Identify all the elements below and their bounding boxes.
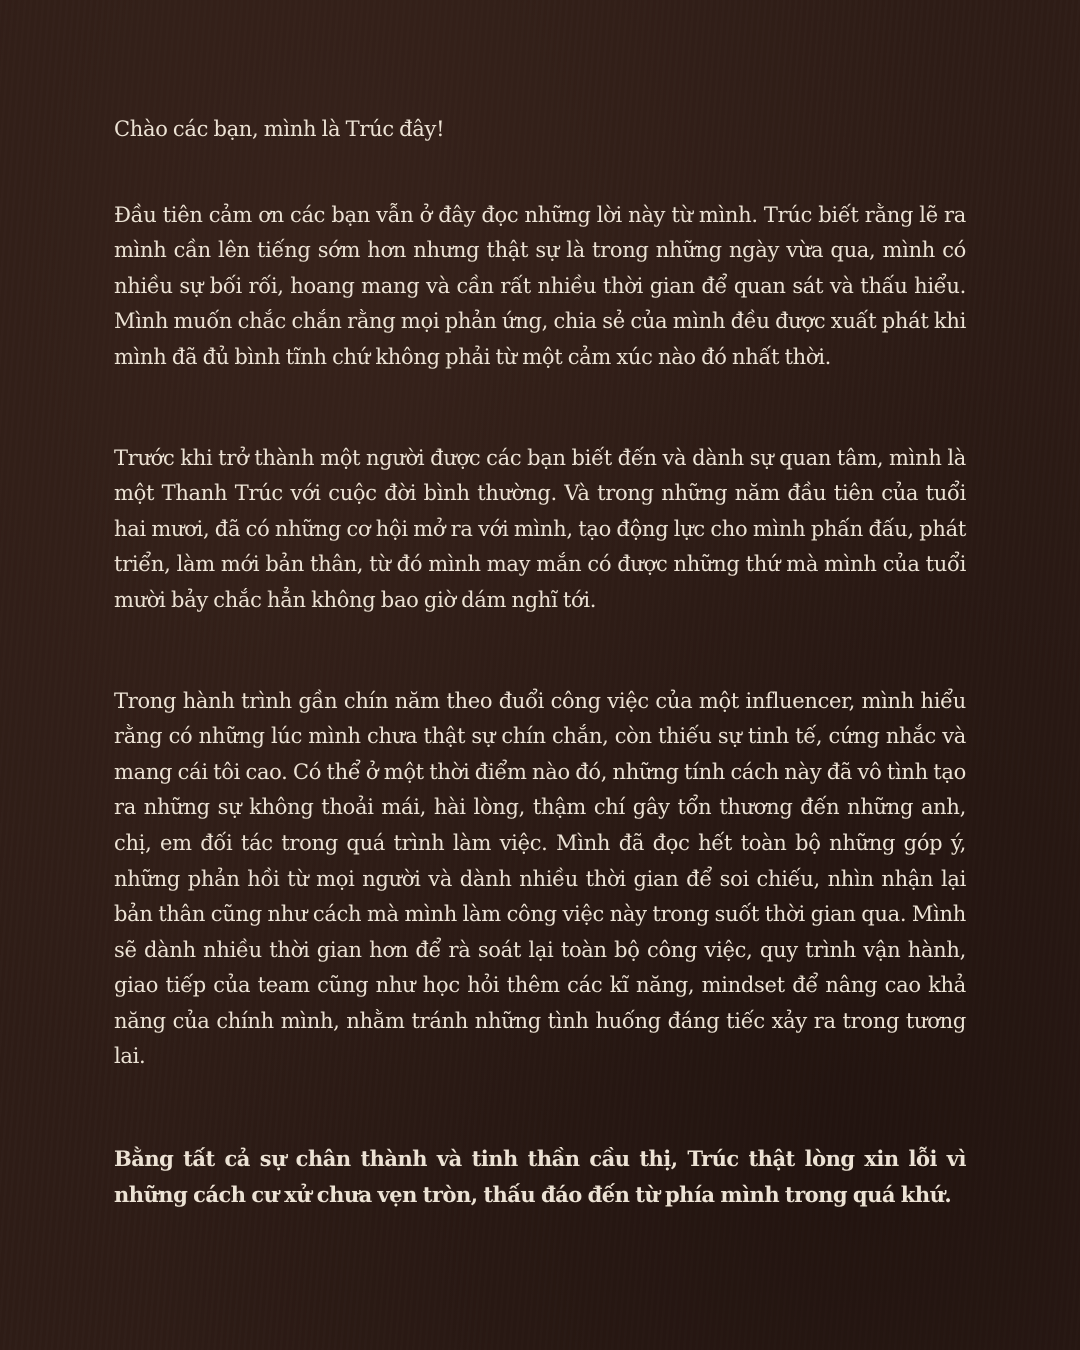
letter-body	[114, 112, 966, 1212]
closing-apology: Bằng tất cả sự chân thành và tinh thần cầu thị, Trúc thật lòng xin lỗi vì những cách cư xử chưa vẹn tròn, thấu đáo đến từ phía mình trong quá khứ.	[114, 1146, 966, 1207]
paragraph-reflection: Trong hành trình gần chín năm theo đuổi công việc của một influencer, mình hiểu rằng có những lúc mình chưa thật sự chín chắn, còn thiếu sự tinh tế, cứng nhắc và mang cái tôi cao. Có thể ở một thời điểm nào đó, những tính cách này đã vô tình tạo ra những sự không thoải mái, hài lòng, thậm chí gây tổn thương đến những anh, chị, em đối tác trong quá trình làm việc. Mình đã đọc hết toàn bộ những góp ý, những phản hồi từ mọi người và dành nhiều thời gian để soi chiếu, nhìn nhận lại bản thân cũng như cách mà mình làm công việc này trong suốt thời gian qua. Mình sẽ dành nhiều thời gian hơn để rà soát lại toàn bộ công việc, quy trình vận hành, giao tiếp của team cũng như học hỏi thêm các kĩ năng, mindset để nâng cao khả năng của chính mình, nhằm tránh những tình huống đáng tiếc xảy ra trong tương lai.	[114, 688, 966, 1069]
paragraph-background: Trước khi trở thành một người được các bạn biết đến và dành sự quan tâm, mình là một Thanh Trúc với cuộc đời bình thường. Và trong những năm đầu tiên của tuổi hai mươi, đã có những cơ hội mở ra với mình, tạo động lực cho mình phấn đấu, phát triển, làm mới bản thân, từ đó mình may mắn có được những thứ mà mình của tuổi mười bảy chắc hẳn không bao giờ dám nghĩ tới.	[114, 445, 966, 612]
paragraph-gratitude: Đầu tiên cảm ơn các bạn vẫn ở đây đọc những lời này từ mình. Trúc biết rằng lẽ ra mình cần lên tiếng sớm hơn nhưng thật sự là trong những ngày vừa qua, mình có nhiều sự bối rối, hoang mang và cần rất nhiều thời gian để quan sát và thấu hiểu. Mình muốn chắc chắn rằng mọi phản ứng, chia sẻ của mình đều được xuất phát khi mình đã đủ bình tĩnh chứ không phải từ một cảm xúc nào đó nhất thời.	[114, 202, 966, 369]
greeting-line: Chào các bạn, mình là Trúc đây!	[114, 117, 445, 141]
